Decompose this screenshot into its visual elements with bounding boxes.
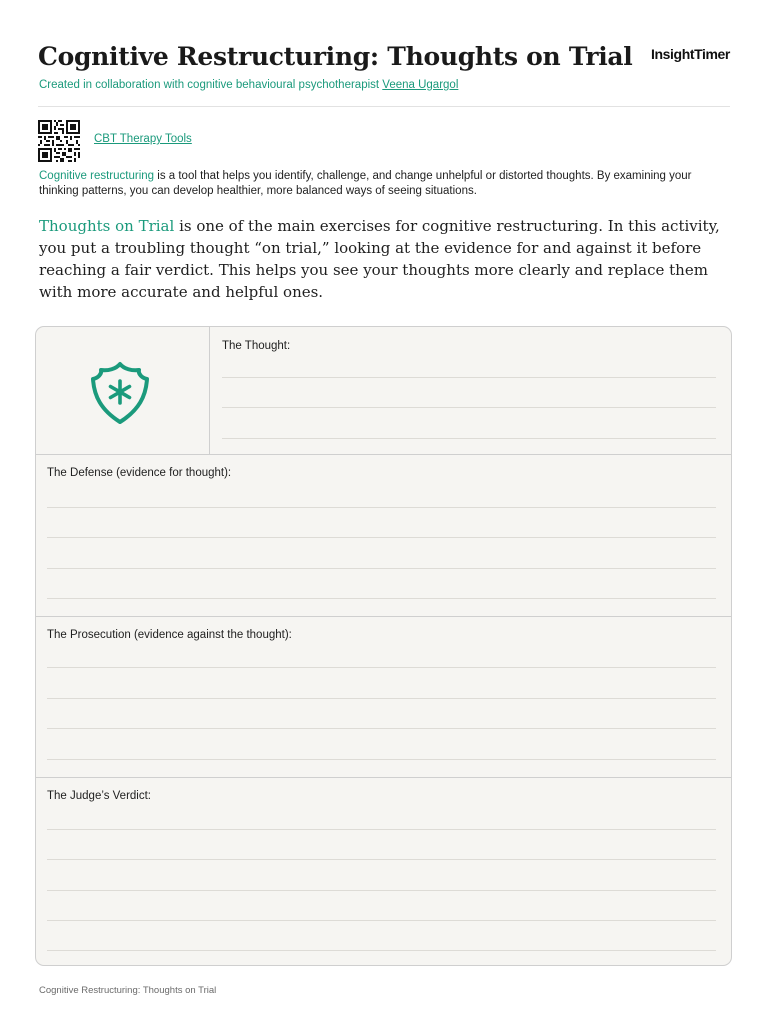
shield-asterisk-icon xyxy=(88,360,152,426)
writing-line xyxy=(47,950,716,951)
page-footer: Cognitive Restructuring: Thoughts on Trial xyxy=(39,985,217,996)
writing-line xyxy=(47,890,716,891)
brand-logo: InsightTimer xyxy=(651,46,730,62)
credit-line xyxy=(39,79,458,91)
writing-line xyxy=(47,920,716,921)
page-title: Cognitive Restructuring: Thoughts on Trial xyxy=(38,42,633,71)
lead-paragraph xyxy=(39,215,734,303)
thought-label: The Thought: xyxy=(222,340,291,352)
credit-prefix: Created in collaboration with cognitive behavioural psychotherapist xyxy=(39,79,380,91)
intro-paragraph xyxy=(39,169,729,199)
author-link[interactable]: Veena Ugargol xyxy=(382,79,459,91)
intro-text: is a tool that helps you identify, challenge, and change unhelpful or distorted thoughts. By examining your thinking patterns, you can develop healthier, more balanced ways of seeing situations. xyxy=(39,170,692,197)
prosecution-title: The Prosecution xyxy=(47,629,131,641)
qr-code-icon xyxy=(38,120,80,162)
verdict-section[interactable] xyxy=(36,778,731,966)
writing-line xyxy=(47,728,716,729)
lead-term: Thoughts on Trial xyxy=(39,217,175,235)
intro-term: Cognitive restructuring xyxy=(39,170,155,182)
writing-line xyxy=(47,698,716,699)
writing-line xyxy=(47,859,716,860)
writing-line xyxy=(47,537,716,538)
thought-section xyxy=(36,327,731,455)
thought-cell[interactable] xyxy=(210,327,731,454)
verdict-label: The Judge’s Verdict: xyxy=(47,790,151,802)
writing-line xyxy=(47,667,716,668)
icon-cell xyxy=(36,327,210,454)
writing-line xyxy=(47,598,716,599)
prosecution-section[interactable] xyxy=(36,617,731,778)
prosecution-note: (evidence against the thought): xyxy=(133,629,292,641)
defense-label xyxy=(47,467,231,479)
lead-text: is one of the main exercises for cognitive restructuring. In this activity, you put a troubling thought “on trial,” looking at the evidence for and against it before reaching a fair verdict. This helps you see your thoughts more clearly and replace them with more accurate and helpful ones. xyxy=(39,217,720,301)
writing-line xyxy=(47,759,716,760)
defense-note: (evidence for thought): xyxy=(116,467,232,479)
cbt-tools-link[interactable]: CBT Therapy Tools xyxy=(94,133,192,145)
writing-line xyxy=(222,438,716,439)
defense-title: The Defense xyxy=(47,467,113,479)
worksheet-card xyxy=(35,326,732,966)
writing-line xyxy=(47,507,716,508)
header-divider xyxy=(38,106,730,107)
writing-line xyxy=(47,829,716,830)
writing-line xyxy=(222,377,716,378)
writing-line xyxy=(222,407,716,408)
writing-line xyxy=(47,568,716,569)
defense-section[interactable] xyxy=(36,455,731,617)
prosecution-label xyxy=(47,629,292,641)
